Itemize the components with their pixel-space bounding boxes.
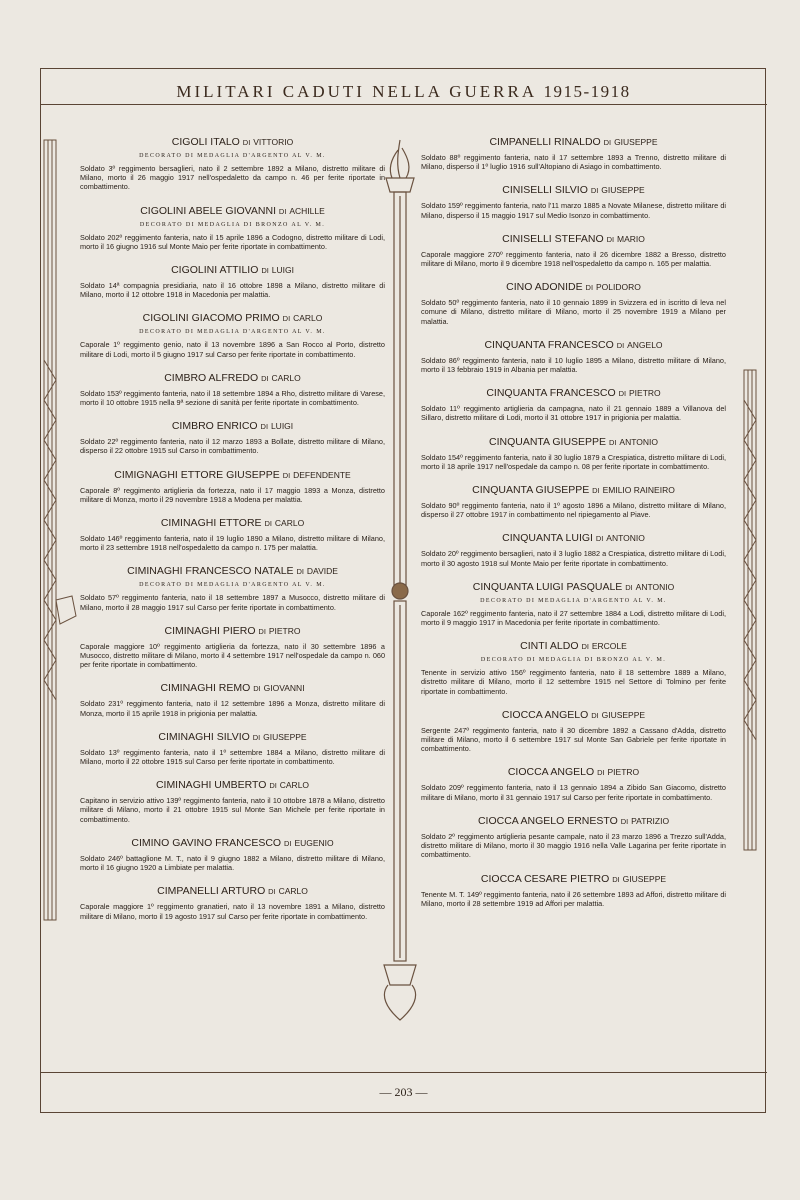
casualty-father-name: GIUSEPPE bbox=[601, 709, 646, 720]
page-title-years: 1915-1918 bbox=[543, 82, 631, 101]
casualty-description: Soldato 231º reggimento fanteria, nato il 12 settembre 1896 a Monza, distretto militare di Monza, morto il 15 aprile 1918 in prigionia per malattia. bbox=[80, 699, 385, 718]
casualty-entry bbox=[421, 581, 726, 627]
casualty-name-di: DI bbox=[278, 206, 287, 216]
casualty-name-di: DI bbox=[618, 389, 627, 399]
casualty-entry bbox=[421, 709, 726, 754]
entry-spacer bbox=[421, 471, 726, 484]
entry-spacer bbox=[421, 326, 726, 339]
casualty-father-name: EMILIO RAINEIRO bbox=[602, 485, 675, 496]
casualty-name bbox=[80, 420, 385, 432]
casualty-name-di: DI bbox=[616, 340, 625, 350]
casualty-father-name: ANTONIO bbox=[619, 436, 658, 447]
casualty-name bbox=[80, 517, 385, 529]
entry-spacer bbox=[421, 860, 726, 873]
casualty-name-text: CIOCCA ANGELO bbox=[501, 708, 589, 721]
entry-spacer bbox=[80, 251, 385, 264]
casualty-name-di: DI bbox=[282, 314, 291, 324]
casualty-description: Soldato 246º battaglione M. T., nato il 9 giugno 1882 a Milano, distretto militare di Milano, morto il 16 giugno 1920 a Limbiate per malattia. bbox=[80, 853, 385, 873]
casualty-name-text: CIGOLINI GIACOMO PRIMO bbox=[142, 312, 280, 325]
casualty-name bbox=[421, 709, 726, 721]
casualty-father-name: PIETRO bbox=[268, 625, 301, 636]
casualty-name-di: DI bbox=[260, 422, 269, 432]
casualty-name-di: DI bbox=[253, 684, 261, 694]
casualty-entry bbox=[80, 469, 385, 504]
entry-spacer bbox=[421, 696, 726, 709]
casualty-description: Caporale 1º reggimento genio, nato il 13 novembre 1896 a San Rocco al Porto, distretto militare di Lodi, morto il 5 giugno 1917 sul Carso per ferite riportate in combattimento. bbox=[80, 340, 385, 359]
casualty-name bbox=[80, 779, 385, 791]
casualty-name-text: CINQUANTA GIUSEPPE bbox=[472, 484, 590, 497]
casualty-description: Soldato 11º reggimento artiglieria da campagna, nato il 21 gennaio 1889 a Villanova del Sillaro, distretto militare di Lodi, morto il 31 ottobre 1917 in prigionia per malattia. bbox=[421, 404, 726, 423]
casualty-entry bbox=[421, 339, 726, 374]
casualty-entry bbox=[421, 387, 726, 422]
casualty-name-di: DI bbox=[597, 768, 605, 778]
right-fasces-icon bbox=[744, 370, 756, 850]
casualty-name-text: CIMPANELLI ARTURO bbox=[157, 885, 266, 898]
entry-spacer bbox=[421, 423, 726, 436]
casualty-name bbox=[80, 136, 385, 148]
casualty-description: Soldato 88º reggimento fanteria, nato il 17 settembre 1893 a Trenno, distretto militare di Milano, disperso il 1º luglio 1916 sull'Altopiano di Asiago in combattimento. bbox=[421, 153, 726, 172]
casualty-father-name: ANTONIO bbox=[606, 533, 645, 544]
casualty-father-name: CARLO bbox=[278, 886, 308, 897]
casualty-name-text: CINO ADONIDE bbox=[506, 281, 583, 294]
casualty-name bbox=[421, 581, 726, 593]
casualty-father-name: ANGELO bbox=[627, 339, 663, 350]
casualty-description: Caporale maggiore 1º reggimento granatieri, nato il 13 novembre 1891 a Milano, distretto militare di Milano, morto il 19 agosto 1917 sul Carso per ferite riportate in combattimento. bbox=[80, 902, 385, 921]
casualty-description: Sergente 247º reggimento fanteria, nato il 30 dicembre 1892 a Cassano d'Adda, distretto militare di Milano, morto il 6 settembre 1917 sul Monte San Gabriele per ferite riportate in combattimento. bbox=[421, 725, 726, 754]
casualty-name-di: DI bbox=[268, 887, 276, 897]
entry-spacer bbox=[80, 718, 385, 731]
casualty-name-text: CIMINO GAVINO FRANCESCO bbox=[131, 836, 282, 849]
medal-decoration: DECORATO DI MEDAGLIA D'ARGENTO AL V. M. bbox=[480, 597, 667, 604]
casualty-name-text: CIMINAGHI ETTORE bbox=[160, 517, 262, 530]
casualty-name-text: CIGOLINI ABELE GIOVANNI bbox=[140, 204, 276, 217]
casualty-name-text: CIOCCA CESARE PIETRO bbox=[480, 872, 610, 885]
casualty-name-di: DI bbox=[252, 732, 261, 742]
casualty-description: Tenente M. T. 149º reggimento fanteria, nato il 26 settembre 1893 ad Affori, distretto militare di Milano, morto il 28 settembre 1919 ad Affori per malattia. bbox=[421, 889, 726, 908]
casualty-father-name: ANTONIO bbox=[635, 581, 675, 592]
casualty-name bbox=[421, 766, 726, 778]
casualty-entry bbox=[80, 837, 385, 872]
entry-spacer bbox=[80, 456, 385, 469]
casualty-name-text: CIOCCA ANGELO ERNESTO bbox=[477, 814, 618, 827]
casualty-name-di: DI bbox=[609, 437, 617, 447]
casualty-name-text: CIMINAGHI UMBERTO bbox=[155, 779, 267, 792]
casualty-name bbox=[421, 873, 726, 885]
casualty-name-di: DI bbox=[603, 138, 612, 147]
casualty-name bbox=[80, 469, 385, 481]
casualty-father-name: VITTORIO bbox=[253, 137, 294, 147]
entry-spacer bbox=[421, 627, 726, 640]
entry-spacer bbox=[80, 407, 385, 420]
casualty-entry bbox=[421, 815, 726, 860]
casualty-description: Caporale maggiore 270º reggimento fanteria, nato il 26 dicembre 1882 a Bresso, distretto militare di Milano, morto il 9 dicembre 1918 nell'ospedaletto da campo n. 165 per malattia. bbox=[421, 249, 726, 269]
casualty-name-di: DI bbox=[258, 626, 266, 636]
entry-spacer bbox=[80, 612, 385, 625]
casualty-father-name: ERCOLE bbox=[591, 641, 627, 652]
casualty-description: Soldato 50º reggimento fanteria, nato il 10 gennaio 1899 in Svizzera ed in iscritto di leva nel comune di Milano, distretto militare di Milano, morto il 25 novembre 1919 a Milano per malattia. bbox=[421, 298, 726, 326]
entry-spacer bbox=[80, 766, 385, 779]
casualty-entry bbox=[80, 372, 385, 407]
casualty-entry bbox=[421, 281, 726, 326]
casualty-entry bbox=[421, 136, 726, 171]
casualty-description: Soldato 209º reggimento fanteria, nato il 13 gennaio 1894 a Zibido San Giacomo, distretto militare di Milano, morto il 31 gennaio 1917 sul Carso per ferite riportate in combattimento. bbox=[421, 783, 726, 802]
casualty-entry bbox=[80, 625, 385, 670]
casualty-name-text: CIOCCA ANGELO bbox=[507, 766, 595, 779]
entry-spacer bbox=[421, 519, 726, 532]
casualty-name bbox=[421, 233, 726, 245]
entry-spacer bbox=[421, 171, 726, 184]
medal-decoration: DECORATO DI MEDAGLIA D'ARGENTO AL V. M. bbox=[139, 329, 326, 336]
casualty-name-di: DI bbox=[606, 234, 615, 244]
casualty-name-di: DI bbox=[590, 186, 599, 196]
casualty-name-text: CIGOLINI ATTILIO bbox=[171, 264, 259, 277]
entry-spacer bbox=[421, 374, 726, 387]
entry-spacer bbox=[421, 753, 726, 766]
casualty-description: Soldato 57º reggimento fanteria, nato il 18 settembre 1897 a Musocco, distretto militare di Milano, morto il 28 maggio 1917 sul Carso per ferite riportate in combattimento. bbox=[80, 593, 385, 612]
casualty-entry bbox=[421, 766, 726, 801]
casualty-name bbox=[421, 815, 726, 827]
casualty-name-text: CIMINAGHI PIERO bbox=[164, 624, 256, 637]
casualty-name bbox=[421, 640, 726, 652]
casualty-description: Caporale 8º reggimento artiglieria da fortezza, nato il 17 maggio 1893 a Monza, distretto militare di Monza, morto il 29 novembre 1918 a Modena per malattia. bbox=[80, 485, 385, 504]
casualty-father-name: GIUSEPPE bbox=[601, 185, 645, 196]
casualty-name bbox=[80, 312, 385, 324]
casualty-entry bbox=[421, 233, 726, 268]
casualty-description: Caporale maggiore 10º reggimento artiglieria da fortezza, nato il 30 settembre 1896 a Musocco, distretto militare di Milano, morto il 4 settembre 1917 nell'ospedale da campo n. 060 per ferite riportate in combattimento. bbox=[80, 641, 385, 670]
casualty-entry bbox=[421, 532, 726, 567]
casualty-father-name: GIUSEPPE bbox=[614, 137, 658, 147]
casualty-father-name: GIUSEPPE bbox=[263, 731, 307, 742]
casualty-name-text: CIMINAGHI REMO bbox=[160, 682, 251, 695]
casualty-name-text: CINQUANTA FRANCESCO bbox=[484, 338, 614, 351]
casualty-name-di: DI bbox=[585, 283, 594, 293]
casualty-name-di: DI bbox=[625, 582, 633, 592]
casualty-name-di: DI bbox=[620, 816, 629, 826]
entry-spacer bbox=[80, 359, 385, 372]
casualty-name-text: CIMINAGHI FRANCESCO NATALE bbox=[127, 565, 294, 578]
casualty-description: Soldato 2º reggimento artiglieria pesante campale, nato il 23 marzo 1896 a Trezzo sull'Adda, distretto militare di Milano, morto il 30 maggio 1916 nella Valle Lagarina per ferite riportate in combattimento. bbox=[421, 831, 726, 860]
casualty-entry bbox=[80, 731, 385, 766]
casualty-father-name: MARIO bbox=[617, 233, 645, 244]
casualty-father-name: GIOVANNI bbox=[263, 683, 305, 694]
casualty-name bbox=[421, 387, 726, 399]
casualty-name-di: DI bbox=[591, 710, 599, 720]
casualty-entry bbox=[421, 436, 726, 471]
page-number: — 203 — bbox=[379, 1085, 428, 1099]
casualty-name bbox=[80, 372, 385, 384]
casualty-description: Soldato 146º reggimento fanteria, nato il 19 luglio 1890 a Milano, distretto militare di Milano, morto il 23 settembre 1918 nell'ospedaletto da campo n. 175 per malattia. bbox=[80, 534, 385, 553]
casualty-name-text: CINQUANTA LUIGI bbox=[502, 532, 593, 545]
casualty-name bbox=[80, 885, 385, 897]
page-title-text: MILITARI CADUTI NELLA GUERRA bbox=[176, 82, 537, 101]
casualty-name bbox=[80, 565, 385, 577]
casualty-description: Soldato 153º reggimento fanteria, nato il 18 settembre 1894 a Rho, distretto militare di Varese, morto il 10 ottobre 1915 nella 9ª sezione di sanità per ferite riportate in combattimento. bbox=[80, 388, 385, 408]
entry-spacer bbox=[421, 802, 726, 815]
left-fasces-icon bbox=[44, 140, 76, 920]
casualty-father-name: ACHILLE bbox=[289, 205, 325, 216]
casualty-name bbox=[80, 625, 385, 637]
casualty-name bbox=[421, 339, 726, 351]
casualty-name-text: CIMINAGHI SILVIO bbox=[158, 730, 250, 743]
casualty-father-name: DEFENDENTE bbox=[293, 469, 351, 480]
entry-spacer bbox=[80, 504, 385, 517]
casualty-father-name: LUIGI bbox=[270, 421, 294, 432]
medal-decoration: DECORATO DI MEDAGLIA DI BRONZO AL V. M. bbox=[480, 657, 667, 664]
casualty-father-name: LUIGI bbox=[271, 265, 294, 276]
casualty-father-name: POLIDORO bbox=[595, 282, 641, 293]
casualty-name bbox=[421, 484, 726, 496]
casualty-description: Soldato 86º reggimento fanteria, nato il 10 luglio 1895 a Milano, distretto militare di Milano, morto il 13 febbraio 1919 in Albania per malattia. bbox=[421, 355, 726, 375]
casualty-entry bbox=[421, 184, 726, 219]
casualty-name bbox=[80, 837, 385, 849]
casualty-name bbox=[80, 205, 385, 217]
casualty-father-name: CARLO bbox=[274, 518, 305, 529]
casualty-father-name: CARLO bbox=[293, 313, 323, 324]
entry-spacer bbox=[80, 824, 385, 837]
casualty-description: Tenente in servizio attivo 156º reggimento fanteria, nato il 18 settembre 1889 a Milano, distretto militare di Milano, morto il 12 settembre 1915 nel Settore di Tolmino per ferite riportate in combattimento. bbox=[421, 668, 726, 696]
entry-spacer bbox=[80, 552, 385, 565]
casualty-description: Soldato 3º reggimento bersaglieri, nato il 2 settembre 1892 a Milano, distretto militare di Milano, morto il 26 maggio 1917 nell'ospedaletto da campo n. 46 per ferite riportate in combattimento. bbox=[80, 164, 385, 192]
casualty-description: Soldato 14ª compagnia presidiaria, nato il 16 ottobre 1898 a Milano, distretto militare di Milano, morto il 12 ottobre 1918 in Macedonia per malattia. bbox=[80, 281, 385, 300]
casualty-name-di: DI bbox=[264, 519, 272, 529]
casualty-father-name: PATRIZIO bbox=[631, 815, 670, 826]
casualty-name-text: CIMBRO ENRICO bbox=[171, 420, 258, 433]
casualty-entry bbox=[80, 420, 385, 455]
entry-spacer bbox=[421, 568, 726, 581]
casualty-description: Soldato 159º reggimento fanteria, nato l'11 marzo 1885 a Novate Milanese, distretto militare di Milano, disperso il 15 maggio 1917 sul Medio Isonzo in combattimento. bbox=[421, 201, 726, 220]
casualty-name-di: DI bbox=[581, 642, 589, 652]
casualty-father-name: GIUSEPPE bbox=[622, 873, 667, 884]
casualty-description: Capitano in servizio attivo 139º reggimento fanteria, nato il 10 ottobre 1878 a Milano, distretto militare di Milano, morto il 21 ottobre 1915 sul Monte San Michele per ferite riportate in combattimento. bbox=[80, 796, 385, 824]
casualty-description: Soldato 202º reggimento fanteria, nato il 15 aprile 1896 a Codogno, distretto militare di Lodi, morto il 16 giugno 1916 sul Monte Maio per ferite riportate in combattimento. bbox=[80, 232, 385, 251]
casualty-name bbox=[80, 731, 385, 743]
casualty-name bbox=[421, 532, 726, 544]
casualty-father-name: CARLO bbox=[279, 780, 310, 791]
casualty-name-text: CIGOLI ITALO bbox=[171, 136, 240, 148]
casualty-name-di: DI bbox=[261, 266, 269, 276]
casualty-description: Soldato 22º reggimento fanteria, nato il 12 marzo 1893 a Bollate, distretto militare di Milano, disperso il 22 ottobre 1915 sul Carso in combattimento. bbox=[80, 437, 385, 456]
entry-spacer bbox=[80, 192, 385, 205]
entry-spacer bbox=[421, 220, 726, 233]
left-column bbox=[80, 136, 385, 921]
casualty-name-di: DI bbox=[592, 486, 600, 496]
casualty-name-di: DI bbox=[269, 781, 277, 791]
casualty-father-name: EUGENIO bbox=[294, 837, 334, 848]
casualty-name-text: CIMIGNAGHI ETTORE GIUSEPPE bbox=[114, 468, 280, 481]
casualty-father-name: DAVIDE bbox=[306, 566, 338, 577]
entry-spacer bbox=[80, 299, 385, 312]
casualty-name-text: CINTI ALDO bbox=[520, 640, 579, 653]
casualty-entry bbox=[80, 779, 385, 824]
casualty-entry bbox=[80, 517, 385, 552]
casualty-description: Soldato 90º reggimento fanteria, nato il 1º agosto 1896 a Milano, distretto militare di Milano, disperso il 27 ottobre 1917 in combattimento nel ripiegamento al Piave. bbox=[421, 501, 726, 520]
casualty-entry bbox=[80, 565, 385, 611]
casualty-name bbox=[421, 184, 726, 196]
casualty-entry bbox=[421, 873, 726, 908]
casualty-name bbox=[80, 682, 385, 694]
right-column bbox=[421, 136, 726, 908]
casualty-entry bbox=[80, 312, 385, 358]
casualty-name-text: CINQUANTA LUIGI PASQUALE bbox=[472, 580, 623, 593]
casualty-father-name: CARLO bbox=[271, 372, 301, 383]
casualty-entry bbox=[80, 885, 385, 920]
medal-decoration: DECORATO DI MEDAGLIA D'ARGENTO AL V. M. bbox=[139, 153, 326, 159]
entry-spacer bbox=[80, 669, 385, 682]
casualty-name-di: DI bbox=[261, 373, 269, 383]
casualty-entry bbox=[421, 640, 726, 696]
casualty-description: Soldato 20º reggimento bersaglieri, nato il 3 luglio 1882 a Crespiatica, distretto militare di Lodi, morto il 30 agosto 1918 sul Monte Maio per ferite riportate in combattimento. bbox=[421, 549, 726, 568]
casualty-name-text: CIMBRO ALFREDO bbox=[164, 371, 259, 384]
casualty-entry bbox=[421, 484, 726, 519]
casualty-name-text: CIMPANELLI RINALDO bbox=[489, 136, 601, 148]
casualty-description: Soldato 154º reggimento fanteria, nato il 30 luglio 1879 a Crespiatica, distretto militare di Lodi, morto il 18 aprile 1917 nell'ospedale da campo n. 08 per ferite riportate in combattimento. bbox=[421, 452, 726, 471]
casualty-name bbox=[421, 436, 726, 448]
casualty-father-name: PIETRO bbox=[629, 388, 661, 399]
casualty-description: Soldato 13º reggimento fanteria, nato il 1º settembre 1884 a Milano, distretto militare di Milano, morto il 22 ottobre 1915 sul Carso per ferite riportate in combattimento. bbox=[80, 747, 385, 767]
casualty-father-name: PIETRO bbox=[607, 767, 640, 778]
casualty-name bbox=[421, 136, 726, 148]
casualty-name-di: DI bbox=[284, 838, 292, 848]
casualty-name-di: DI bbox=[296, 567, 304, 577]
casualty-name-di: DI bbox=[242, 138, 251, 147]
casualty-name-text: CINQUANTA GIUSEPPE bbox=[488, 435, 607, 448]
casualty-description: Caporale 162º reggimento fanteria, nato il 27 settembre 1884 a Lodi, distretto militare di Lodi, morto il 9 maggio 1917 in Macedonia per ferite riportate in combattimento. bbox=[421, 608, 726, 628]
entry-spacer bbox=[80, 872, 385, 885]
casualty-name-text: CINQUANTA FRANCESCO bbox=[486, 387, 616, 400]
casualty-name bbox=[80, 264, 385, 276]
casualty-name-di: DI bbox=[282, 470, 291, 480]
central-torch-icon bbox=[384, 140, 416, 1020]
entry-spacer bbox=[421, 268, 726, 281]
medal-decoration: DECORATO DI MEDAGLIA DI BRONZO AL V. M. bbox=[139, 221, 326, 228]
casualty-name-text: CINISELLI STEFANO bbox=[502, 232, 604, 245]
casualty-name-text: CINISELLI SILVIO bbox=[502, 184, 588, 197]
casualty-entry bbox=[80, 136, 385, 192]
casualty-entry bbox=[80, 205, 385, 251]
casualty-name-di: DI bbox=[612, 874, 620, 884]
casualty-entry bbox=[80, 682, 385, 717]
casualty-name-di: DI bbox=[595, 534, 604, 544]
casualty-name bbox=[421, 281, 726, 293]
casualty-entry bbox=[80, 264, 385, 299]
medal-decoration: DECORATO DI MEDAGLIA D'ARGENTO AL V. M. bbox=[139, 582, 326, 589]
